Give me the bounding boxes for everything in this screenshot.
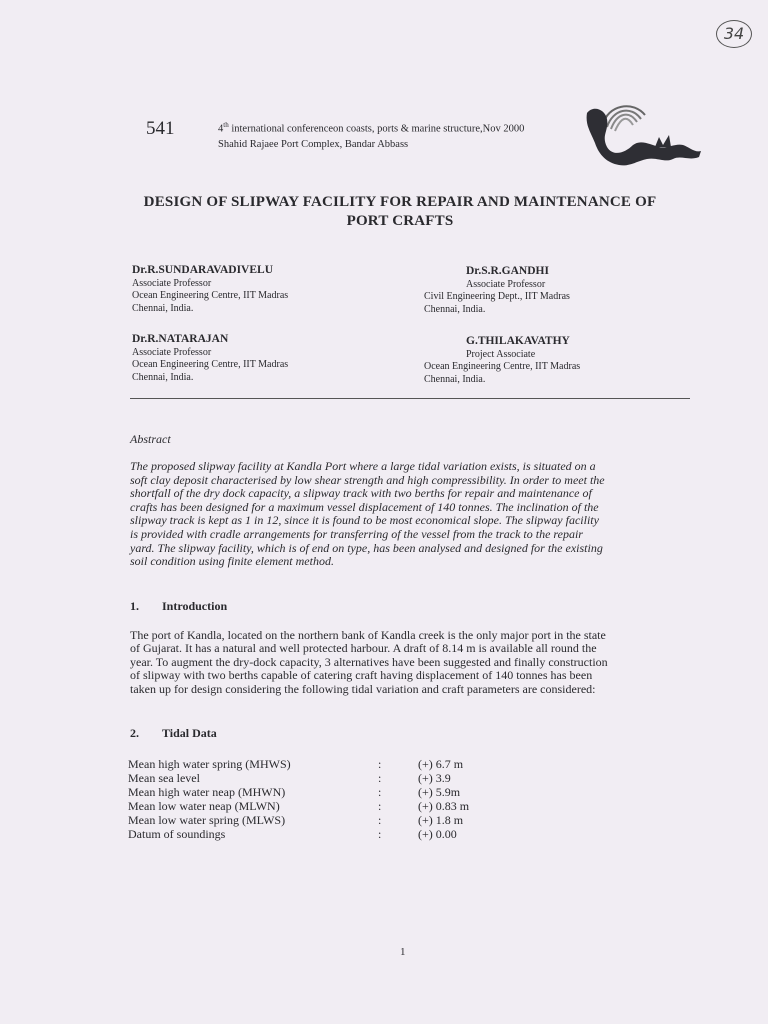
abstract-line: crafts has been designed for a maximum vessel displacement of 140 tonnes. The inclination of the <box>130 499 599 514</box>
tidal-separator: : <box>378 757 382 771</box>
paper-number: 541 <box>146 118 175 139</box>
intro-line: taken up for design considering the following tidal variation and craft parameters are considered: <box>130 681 596 696</box>
header-divider <box>130 398 690 399</box>
abstract-line: is provided with cradle arrangements for transferring of the vessel from the track to the repair <box>130 526 583 541</box>
abstract-line: slipway track is kept as 1 in 12, since it is found to be most economical slope. The slipway facility <box>130 513 599 528</box>
author-place: Chennai, India. <box>132 302 194 314</box>
conference-info <box>218 118 524 152</box>
title-line-2: PORT CRAFTS <box>346 213 454 229</box>
abstract-line: The proposed slipway facility at Kandla Port where a large tidal variation exists, is situated on a <box>130 459 596 473</box>
author-place: Chennai, India. <box>424 373 486 385</box>
intro-line: year. To augment the dry-dock capacity, 3 alternatives have been suggested and finally construction <box>130 654 608 669</box>
tidal-row <box>128 785 469 799</box>
section-title: Tidal Data <box>162 726 217 740</box>
author-2 <box>424 265 624 316</box>
tidal-label: Mean high water spring (MHWS) <box>128 757 291 771</box>
abstract-heading: Abstract <box>130 432 171 446</box>
tidal-value: (+) 1.8 m <box>418 813 464 827</box>
abstract-line: soil condition using finite element method. <box>130 554 334 569</box>
introduction-body <box>130 629 670 696</box>
intro-line: of Gujarat. It has a natural and well protected harbour. A draft of 8.14 m is available all round the <box>130 641 597 656</box>
author-dept: Ocean Engineering Centre, IIT Madras <box>132 359 289 370</box>
author-role: Associate Professor <box>132 277 212 289</box>
author-name: G.THILAKAVATHY <box>466 335 570 347</box>
author-role: Project Associate <box>466 348 536 360</box>
author-dept: Civil Engineering Dept., IIT Madras <box>424 291 570 302</box>
conference-line-1: 4th international conferenceon coasts, ports & marine structure,Nov 2000 <box>218 121 525 135</box>
tidal-separator: : <box>378 771 382 785</box>
section-heading-tidal-data <box>130 726 217 741</box>
section-number: 1. <box>130 599 139 613</box>
author-dept: Ocean Engineering Centre, IIT Madras <box>132 290 289 301</box>
author-name: Dr.R.SUNDARAVADIVELU <box>132 264 274 276</box>
tidal-label: Mean sea level <box>128 771 200 785</box>
tidal-label: Mean low water spring (MLWS) <box>128 813 286 827</box>
section-heading-introduction <box>130 599 227 614</box>
tidal-separator: : <box>378 813 382 827</box>
tidal-label: Mean low water neap (MLWN) <box>128 799 280 813</box>
section-number: 2. <box>130 726 139 740</box>
section-title: Introduction <box>162 599 228 613</box>
tidal-label: Mean high water neap (MHWN) <box>128 785 286 799</box>
tidal-separator: : <box>378 827 382 841</box>
title-line-1: DESIGN OF SLIPWAY FACILITY FOR REPAIR AND MAINTENANCE OF <box>143 194 657 210</box>
tidal-row <box>128 827 469 841</box>
author-name: Dr.S.R.GANDHI <box>466 265 549 277</box>
abstract-line: yard. The slipway facility, which is of end on type, has been analysed and designed for the existing <box>130 540 603 555</box>
handwritten-page-number: 34 <box>716 20 752 48</box>
author-dept: Ocean Engineering Centre, IIT Madras <box>424 361 581 372</box>
intro-line: The port of Kandla, located on the northern bank of Kandla creek is the only major port in the state <box>130 628 606 642</box>
tidal-row <box>128 799 469 813</box>
tidal-value: (+) 3.9 <box>418 771 451 785</box>
author-role: Associate Professor <box>132 346 212 358</box>
abstract-line: shortfall of the dry dock capacity, a slipway track with two berths for repair and maintenance of <box>130 486 592 501</box>
conference-logo-icon <box>585 95 705 175</box>
author-place: Chennai, India. <box>424 303 486 315</box>
author-4 <box>424 335 624 386</box>
tidal-row <box>128 757 469 771</box>
author-name: Dr.R.NATARAJAN <box>132 333 229 345</box>
author-role: Associate Professor <box>466 278 546 290</box>
tidal-row <box>128 771 469 785</box>
tidal-row <box>128 813 469 827</box>
tidal-separator: : <box>378 799 382 813</box>
tidal-value: (+) 6.7 m <box>418 757 464 771</box>
paper-title <box>120 193 680 231</box>
abstract-body <box>130 460 675 569</box>
tidal-value: (+) 0.83 m <box>418 799 470 813</box>
intro-line: of slipway with two berths capable of catering craft having displacement of 140 tonnes has been <box>130 668 593 683</box>
tidal-value: (+) 0.00 <box>418 827 457 841</box>
tidal-label: Datum of soundings <box>128 827 226 841</box>
conference-line-2: Shahid Rajaee Port Complex, Bandar Abbass <box>218 138 409 150</box>
page-number: 1 <box>400 946 406 958</box>
tidal-separator: : <box>378 785 382 799</box>
author-1 <box>132 264 288 315</box>
tidal-value: (+) 5.9m <box>418 785 461 799</box>
author-3 <box>132 333 288 384</box>
tidal-data-table <box>128 757 469 841</box>
author-place: Chennai, India. <box>132 371 194 383</box>
abstract-line: soft clay deposit characterised by low shear strength and high compressibility. In order to meet the <box>130 472 605 487</box>
